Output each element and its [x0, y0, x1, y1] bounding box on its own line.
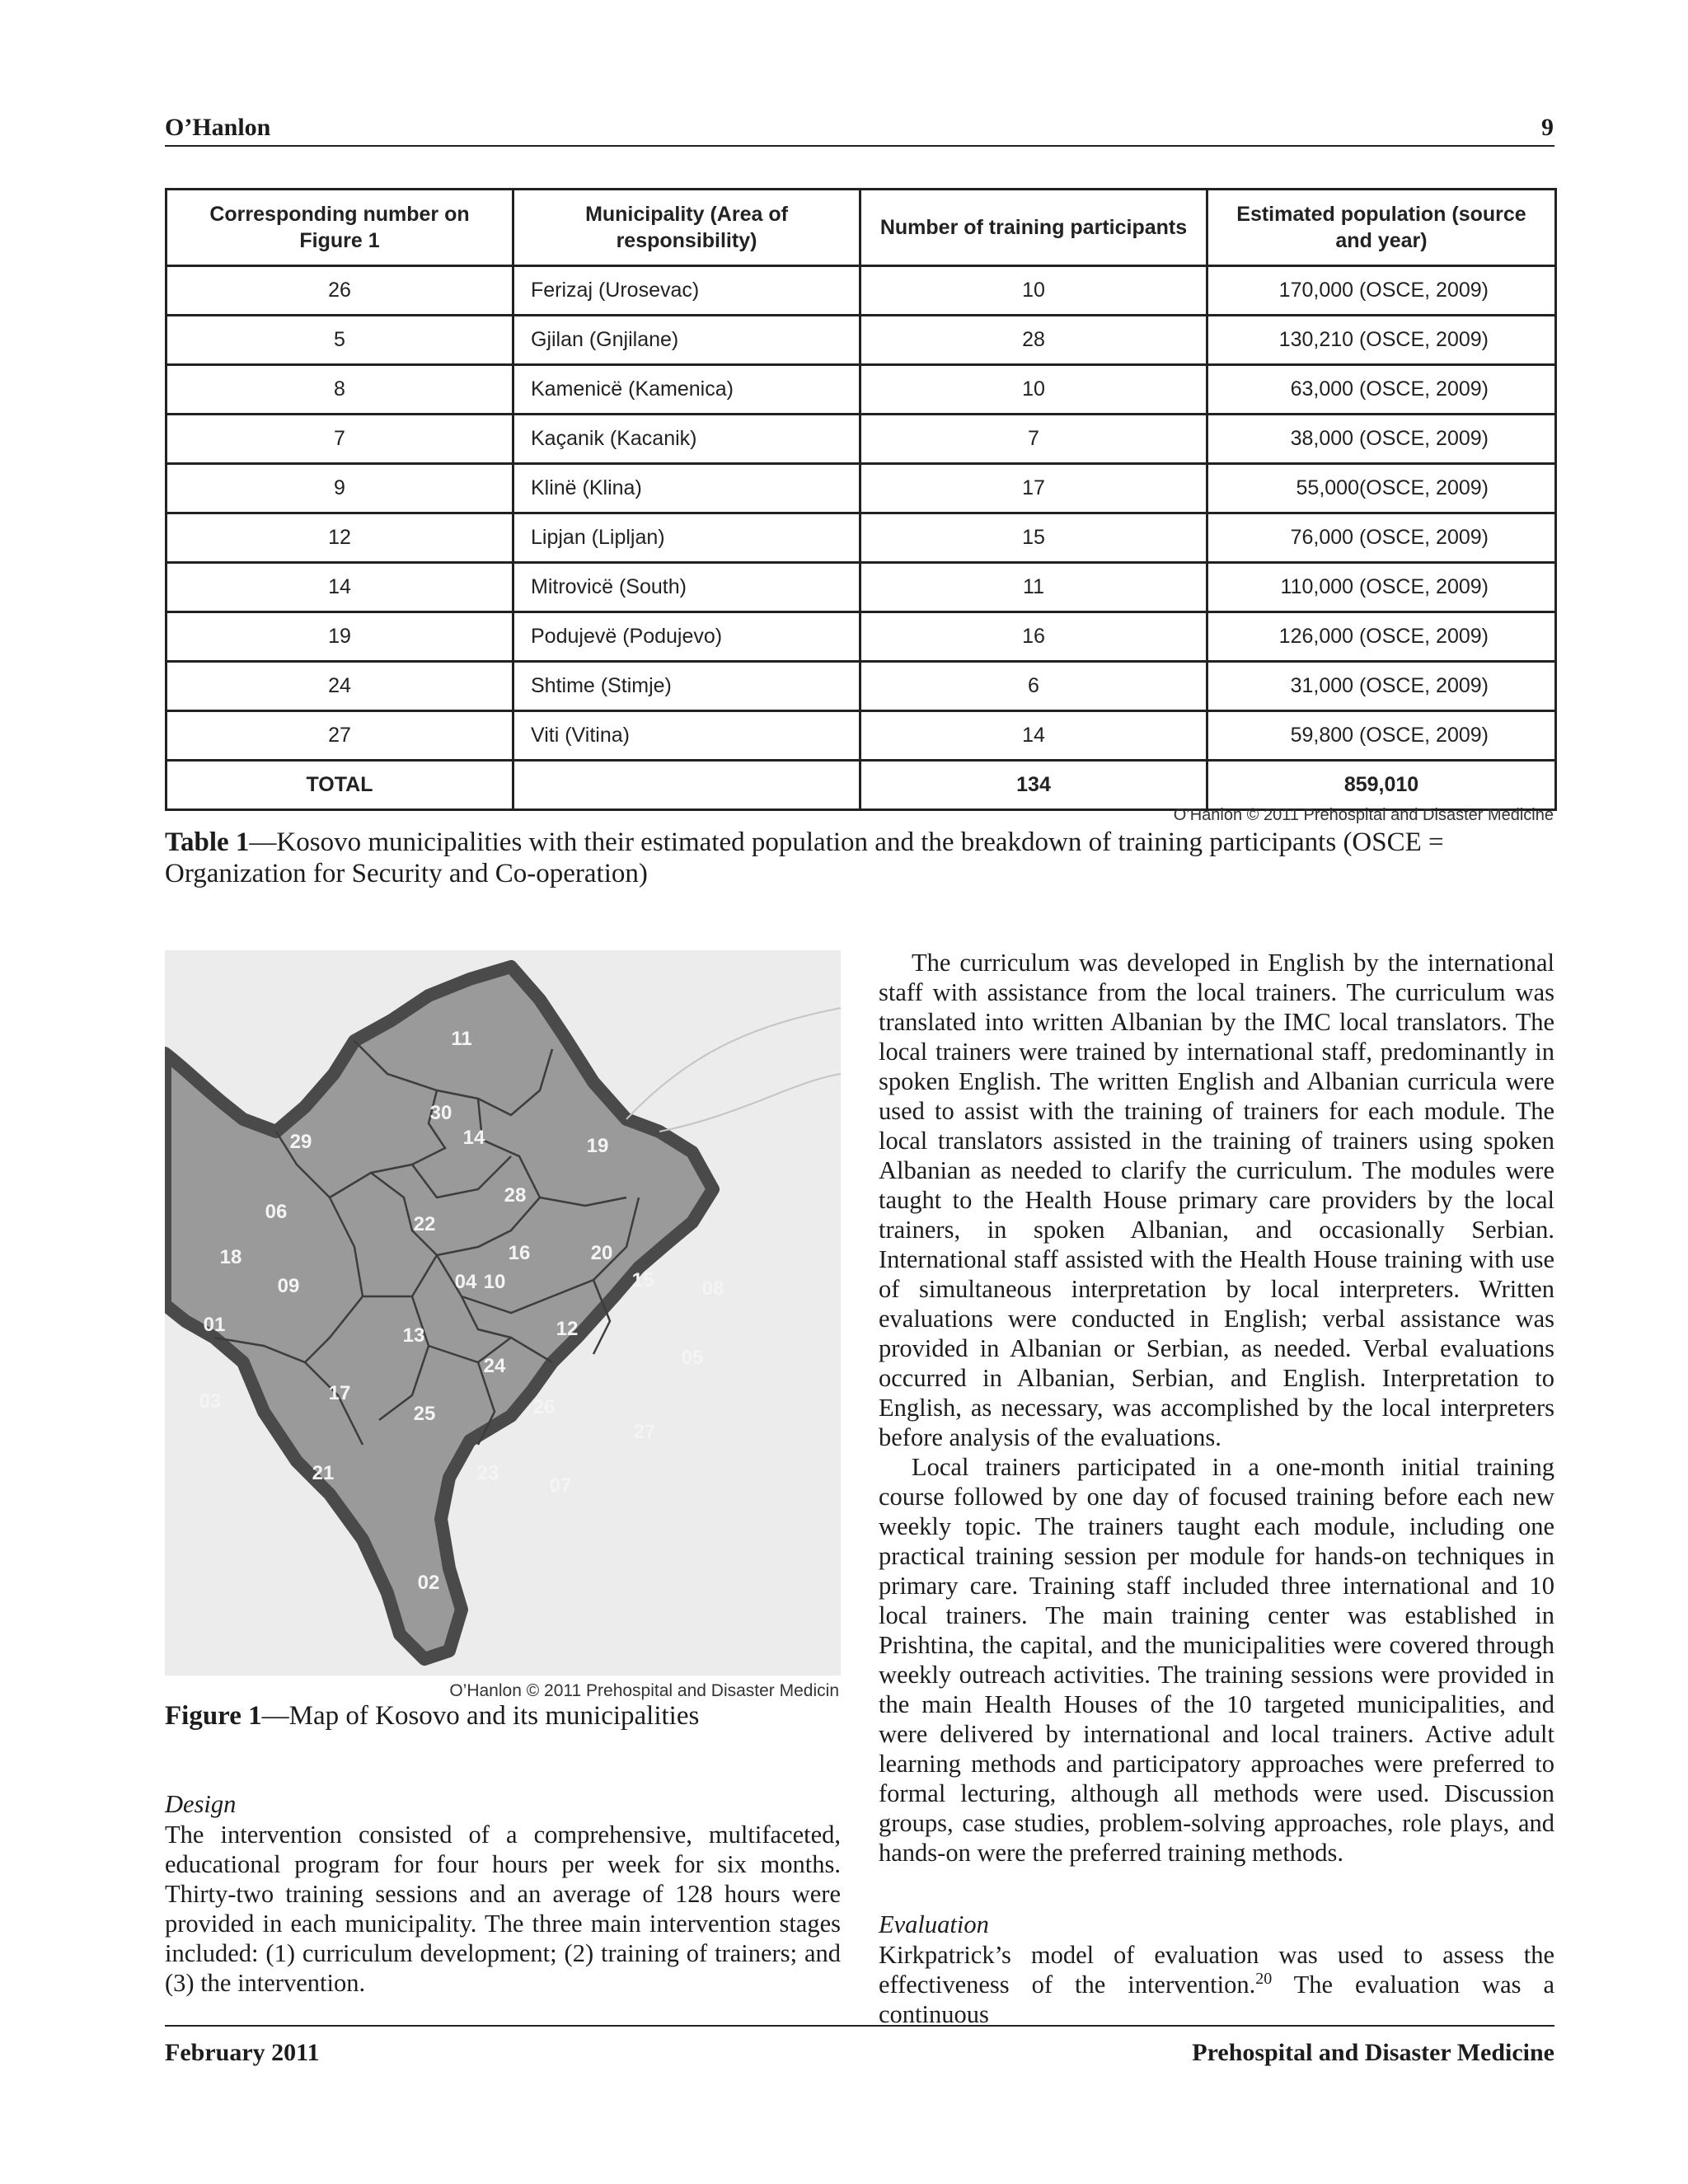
page-number: 9: [1541, 114, 1554, 141]
kosovo-map-image: [165, 950, 841, 1675]
design-heading: Design: [165, 1790, 237, 1818]
municipality-label-30: 30: [429, 1102, 452, 1124]
table-credit: O’Hanlon © 2011 Prehospital and Disaster Medicine: [1173, 806, 1554, 824]
footer-rule: [165, 2025, 1554, 2027]
figure-credit: O’Hanlon © 2011 Prehospital and Disaster Medicin: [449, 1681, 839, 1700]
table-row: [166, 415, 1556, 464]
municipality-label-21: 21: [312, 1462, 335, 1484]
municipality-label-02: 02: [417, 1572, 440, 1594]
cell-population: 31,000 (OSCE, 2009): [1207, 662, 1556, 711]
cell-total-label: TOTAL: [166, 761, 513, 810]
municipality-label-25: 25: [413, 1403, 436, 1425]
table-row: [166, 612, 1556, 662]
cell-municipality: Podujevë (Podujevo): [513, 612, 860, 662]
evaluation-text-start: Kirkpatrick’s model of evaluation was used to assess the effectiveness of the intervention.: [879, 1941, 1554, 1999]
cell-participants: 14: [860, 711, 1207, 761]
municipality-label-22: 22: [413, 1213, 436, 1235]
cell-figure-number: 27: [166, 711, 513, 761]
right-column-text: [879, 948, 1554, 1868]
cell-population: 38,000 (OSCE, 2009): [1207, 415, 1556, 464]
municipality-label-01: 01: [203, 1314, 226, 1336]
neighbor-border-lines: [626, 1008, 841, 1132]
cell-participants: 16: [860, 612, 1207, 662]
table-row: [166, 365, 1556, 415]
municipality-label-06: 06: [265, 1201, 288, 1223]
cell-figure-number: 19: [166, 612, 513, 662]
cell-participants: 10: [860, 266, 1207, 316]
municipality-label-11: 11: [451, 1028, 472, 1050]
cell-participants: 15: [860, 513, 1207, 563]
municipality-label-14: 14: [462, 1127, 485, 1149]
reference-20: 20: [1255, 1969, 1273, 1988]
cell-population: 170,000 (OSCE, 2009): [1207, 266, 1556, 316]
cell-total-population: 859,010: [1207, 761, 1556, 810]
column-header-municipality: Municipality (Area of responsibility): [513, 190, 860, 266]
table-row: [166, 563, 1556, 612]
cell-population: 63,000 (OSCE, 2009): [1207, 365, 1556, 415]
municipality-label-26: 26: [532, 1396, 556, 1418]
cell-population: 130,210 (OSCE, 2009): [1207, 316, 1556, 365]
cell-municipality: Klinë (Klina): [513, 464, 860, 513]
figure-caption-label: Figure 1: [165, 1701, 262, 1731]
municipality-label-08: 08: [701, 1277, 724, 1300]
design-paragraph: The intervention consisted of a comprehensive, multifaceted, educational program for four hours per week for six months. Thirty-two training sessions and an average of 128 hours were provided in each municipality. The three main intervention stages included: (1) curriculum development; (2) training of trainers; and (3) the intervention.: [165, 1821, 841, 1997]
municipality-label-09: 09: [277, 1275, 300, 1297]
evaluation-text-end: The evaluation was a continuous: [879, 1971, 1554, 2028]
cell-participants: 17: [860, 464, 1207, 513]
table-row: [166, 464, 1556, 513]
cell-population: 55,000(OSCE, 2009): [1207, 464, 1556, 513]
table-row: [166, 316, 1556, 365]
municipality-label-13: 13: [402, 1324, 425, 1347]
cell-total-participants: 134: [860, 761, 1207, 810]
table-total-row: [166, 761, 1556, 810]
municipality-label-19: 19: [586, 1135, 609, 1157]
cell-participants: 10: [860, 365, 1207, 415]
cell-population: 110,000 (OSCE, 2009): [1207, 563, 1556, 612]
table-header-row: [166, 190, 1556, 266]
header-rule: [165, 145, 1554, 147]
cell-figure-number: 9: [166, 464, 513, 513]
evaluation-heading: Evaluation: [879, 1910, 989, 1938]
cell-figure-number: 8: [166, 365, 513, 415]
municipality-label-23: 23: [476, 1462, 499, 1484]
cell-municipality: Viti (Vitina): [513, 711, 860, 761]
column-header-participants: Number of training participants: [860, 190, 1207, 266]
municipality-label-03: 03: [199, 1390, 222, 1413]
municipality-label-15: 15: [631, 1269, 654, 1291]
table-row: [166, 513, 1556, 563]
cell-participants: 7: [860, 415, 1207, 464]
municipality-label-20: 20: [590, 1242, 613, 1264]
cell-participants: 6: [860, 662, 1207, 711]
table-row: [166, 266, 1556, 316]
evaluation-paragraph: [879, 1940, 1554, 2029]
municipality-label-18: 18: [219, 1246, 242, 1268]
cell-population: 126,000 (OSCE, 2009): [1207, 612, 1556, 662]
municipality-label-27: 27: [633, 1421, 656, 1443]
cell-population: 59,800 (OSCE, 2009): [1207, 711, 1556, 761]
municipality-label-07: 07: [549, 1474, 572, 1497]
cell-municipality: Mitrovicë (South): [513, 563, 860, 612]
municipality-label-10: 10: [483, 1271, 506, 1293]
kosovo-map: [165, 950, 841, 1675]
trainers-paragraph: Local trainers participated in a one-month initial training course followed by one day of focused training before each new weekly topic. The trainers taught each module, including one practical training session per module for hands-on techniques in primary care. Training staff included three international and 10 local trainers. The main training center was established in Prishtina, the capital, and the municipalities were covered through weekly outreach activities. The training sessions were provided in the main Health Houses of the 10 targeted municipalities, and were delivered by international and local trainers. Active adult learning methods and participatory approaches were preferred to formal lecturing, although all methods were used. Discussion groups, case studies, problem-solving approaches, role plays, and hands-on were the preferred training methods.: [879, 1453, 1554, 1867]
curriculum-paragraph: The curriculum was developed in English by the international staff with assistance from the local trainers. The curriculum was translated into written Albanian by the IMC local translators. The local trainers were trained by international staff, predominantly in spoken English. The written English and Albanian curricula were used to assist with the training of trainers for each module. The local translators assisted in the training of trainers using spoken Albanian as needed to clarify the curriculum. The modules were taught to the Health House primary care providers by the local trainers, in spoken Albanian, and occasionally Serbian. International staff assisted with the Health House training with use of simultaneous interpretation by local interpreters. Written evaluations were conducted in English; verbal assistance was provided in Albanian or Serbian, as needed. Verbal evaluations occurred in Albanian, Serbian, and English. Interpretation to English, as necessary, was accomplished by the local interpreters before analysis of the evaluations.: [879, 949, 1554, 1451]
municipality-label-04: 04: [454, 1271, 477, 1293]
cell-municipality: Ferizaj (Urosevac): [513, 266, 860, 316]
cell-figure-number: 26: [166, 266, 513, 316]
table-caption: [165, 827, 1554, 889]
municipality-label-05: 05: [681, 1347, 704, 1369]
footer-journal: Prehospital and Disaster Medicine: [1192, 2039, 1554, 2066]
table-row: [166, 662, 1556, 711]
cell-population: 76,000 (OSCE, 2009): [1207, 513, 1556, 563]
cell-municipality: Kamenicë (Kamenica): [513, 365, 860, 415]
cell-municipality: Lipjan (Lipljan): [513, 513, 860, 563]
cell-participants: 11: [860, 563, 1207, 612]
municipality-label-29: 29: [289, 1131, 312, 1153]
figure-caption: [165, 1700, 841, 1732]
figure-caption-text: —Map of Kosovo and its municipalities: [261, 1701, 700, 1731]
cell-figure-number: 14: [166, 563, 513, 612]
cell-participants: 28: [860, 316, 1207, 365]
municipality-table: [165, 188, 1557, 811]
kosovo-territory-shape: [165, 967, 713, 1659]
cell-figure-number: 12: [166, 513, 513, 563]
cell-figure-number: 24: [166, 662, 513, 711]
running-head-author: O’Hanlon: [165, 114, 271, 141]
column-header-figure-number: Corresponding number on Figure 1: [166, 190, 513, 266]
municipality-label-16: 16: [508, 1242, 531, 1264]
cell-municipality: Shtime (Stimje): [513, 662, 860, 711]
cell-municipality: Gjilan (Gnjilane): [513, 316, 860, 365]
municipality-label-17: 17: [328, 1382, 351, 1404]
column-header-population: Estimated population (source and year): [1207, 190, 1556, 266]
cell-figure-number: 5: [166, 316, 513, 365]
cell-figure-number: 7: [166, 415, 513, 464]
cell-total-empty: [513, 761, 860, 810]
municipality-label-12: 12: [556, 1318, 579, 1340]
table-caption-text: —Kosovo municipalities with their estimated population and the breakdown of training participants (OSCE = Organization for Security and Co-operation): [165, 827, 1444, 888]
municipality-label-28: 28: [504, 1184, 527, 1207]
footer-date: February 2011: [165, 2039, 320, 2066]
municipality-label-24: 24: [483, 1355, 506, 1377]
table-caption-label: Table 1: [165, 827, 250, 857]
cell-municipality: Kaçanik (Kacanik): [513, 415, 860, 464]
table-row: [166, 711, 1556, 761]
